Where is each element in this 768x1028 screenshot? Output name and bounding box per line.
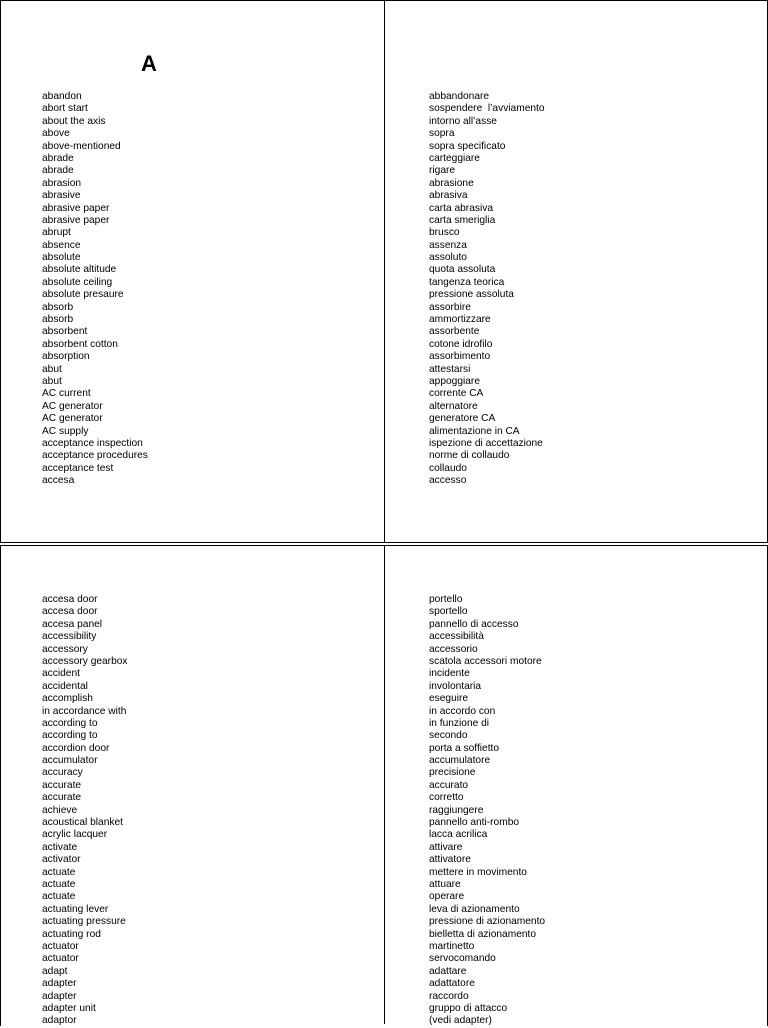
italian-translation: secondo (429, 730, 468, 742)
italian-translation: ammortizzare (429, 314, 491, 326)
english-term: abrade (42, 152, 74, 164)
english-term: abort start (42, 103, 88, 115)
english-term: abrasive paper (42, 202, 110, 214)
english-term: abrade (42, 165, 74, 177)
english-term: accurate (42, 792, 82, 804)
italian-translation: accumulatore (429, 755, 491, 767)
english-term: AC supply (42, 425, 89, 437)
italian-translation: assorbire (429, 301, 471, 313)
italian-translation: rigare (429, 165, 456, 177)
english-term: accessory gearbox (42, 655, 128, 667)
italian-translation: carta smeriglia (429, 214, 496, 226)
english-term: achieve (42, 804, 78, 816)
english-term: accurate (42, 779, 82, 791)
italian-translation: attuare (429, 878, 461, 890)
glossary-page-bottom (0, 545, 768, 1027)
italian-translation: sopra specificato (429, 140, 506, 152)
english-term: absorb (42, 301, 74, 313)
italian-translation: raccordo (429, 990, 469, 1002)
italian-translation: assorbente (429, 326, 480, 338)
english-term: absorption (42, 351, 90, 363)
english-term: AC generator (42, 413, 103, 425)
english-term: actuate (42, 878, 76, 890)
italian-translation: abrasiva (429, 190, 468, 202)
italian-translation: precisione (429, 767, 476, 779)
english-term: abrupt (42, 227, 71, 239)
italian-translation: portello (429, 594, 463, 605)
english-term: actuating lever (42, 903, 109, 915)
english-term: above (42, 128, 70, 140)
italian-translation: pannello anti-rombo (429, 817, 520, 829)
english-term: accesa panel (42, 618, 103, 630)
english-term: acoustical blanket (42, 817, 123, 829)
italian-translation: mettere in movimento (429, 866, 527, 878)
english-term: accessory (42, 643, 88, 655)
english-term: adapt (42, 965, 68, 977)
english-term: actuator (42, 940, 79, 952)
italian-translation: pressione assoluta (429, 289, 514, 301)
italian-translation: carta abrasiva (429, 202, 493, 214)
italian-translation: quota assoluta (429, 264, 496, 276)
italian-translation: accessorio (429, 643, 478, 655)
italian-translation: abrasione (429, 177, 474, 189)
english-term: activator (42, 854, 81, 866)
italian-translation: operare (429, 891, 465, 903)
italian-translation: adattare (429, 965, 467, 977)
english-term: according to (42, 730, 98, 742)
english-term: actuating pressure (42, 916, 126, 928)
english-term: actuate (42, 866, 76, 878)
english-term: AC current (42, 388, 91, 400)
italian-translation: sportello (429, 606, 468, 618)
italian-translation: alternatore (429, 400, 478, 412)
english-term: absorb (42, 314, 74, 326)
italian-translation: gruppo di attacco (429, 1002, 508, 1014)
italian-translation: adattatore (429, 978, 475, 990)
english-term: adaptor (42, 1015, 77, 1027)
english-term: absolute (42, 252, 81, 264)
english-term: accidental (42, 680, 88, 692)
italian-translation: accesso (429, 475, 467, 487)
italian-translation: porta a soffietto (429, 742, 500, 754)
english-term: acceptance inspection (42, 437, 143, 449)
english-term: acceptance procedures (42, 450, 148, 462)
italian-translation: appoggiare (429, 375, 480, 387)
english-term: accesa door (42, 606, 98, 618)
italian-translations-column (429, 91, 545, 488)
english-terms-column (42, 91, 148, 488)
italian-translation: leva di azionamento (429, 903, 520, 915)
italian-translation: carteggiare (429, 152, 480, 164)
column-divider (384, 0, 385, 543)
english-term: acrylic lacquer (42, 829, 108, 841)
english-term: accordion door (42, 742, 110, 754)
italian-translation: brusco (429, 227, 460, 239)
italian-translation: attestarsi (429, 363, 471, 375)
italian-translation: servocomando (429, 953, 496, 965)
italian-translation: abbandonare (429, 91, 490, 102)
english-term: above-mentioned (42, 140, 121, 152)
italian-translation: lacca acrilica (429, 829, 488, 841)
italian-translation: sospendere l’avviamento (429, 103, 545, 115)
english-term: absolute altitude (42, 264, 117, 276)
english-term: according to (42, 717, 98, 729)
italian-translation: pannello di accesso (429, 618, 519, 630)
italian-translation: pressione di azionamento (429, 916, 546, 928)
english-term: accesa (42, 475, 75, 487)
italian-translation: accurato (429, 779, 469, 791)
english-term: abut (42, 363, 62, 375)
english-term: abut (42, 375, 62, 387)
section-letter-heading: A (141, 51, 157, 76)
english-term: about the axis (42, 115, 106, 127)
italian-translation: attivatore (429, 854, 471, 866)
english-term: accident (42, 668, 80, 680)
italian-translation: tangenza teorica (429, 276, 505, 288)
italian-translation: assorbimento (429, 351, 491, 363)
column-divider (384, 545, 385, 1024)
english-term: adapter (42, 990, 77, 1002)
english-term: activate (42, 841, 78, 853)
english-term: absorbent (42, 326, 88, 338)
italian-translations-column (429, 594, 545, 1028)
italian-translation: cotone idrofilo (429, 338, 493, 350)
italian-translation: attivare (429, 841, 463, 853)
english-term: in accordance with (42, 705, 127, 717)
italian-translation: intorno all’asse (429, 115, 497, 127)
english-term: accessibility (42, 631, 97, 643)
italian-translation: involontaria (429, 680, 482, 692)
italian-translation: collaudo (429, 462, 467, 474)
italian-translation: in accordo con (429, 705, 496, 717)
english-term: abandon (42, 91, 82, 102)
english-term: accesa door (42, 594, 98, 605)
italian-translation: eseguire (429, 693, 469, 705)
italian-translation: (vedi adapter) (429, 1015, 492, 1027)
english-term: absolute presaure (42, 289, 124, 301)
english-term: accomplish (42, 693, 93, 705)
italian-translation: martinetto (429, 940, 475, 952)
english-term: abrasion (42, 177, 82, 189)
italian-translation: bielletta di azionamento (429, 928, 537, 940)
italian-translation: norme di collaudo (429, 450, 510, 462)
english-term: acceptance test (42, 462, 114, 474)
italian-translation: corretto (429, 792, 464, 804)
italian-translation: incidente (429, 668, 470, 680)
english-term: AC generator (42, 400, 103, 412)
italian-translation: raggiungere (429, 804, 484, 816)
english-terms-column (42, 594, 128, 1028)
italian-translation: corrente CA (429, 388, 484, 400)
english-term: adapter (42, 978, 77, 990)
english-term: absence (42, 239, 81, 251)
english-term: accumulator (42, 755, 98, 767)
english-term: absolute ceiling (42, 276, 113, 288)
italian-translation: alimentazione in CA (429, 425, 520, 437)
italian-translation: scatola accessori motore (429, 655, 542, 667)
english-term: actuating rod (42, 928, 101, 940)
italian-translation: assoluto (429, 252, 467, 264)
italian-translation: generatore CA (429, 413, 496, 425)
english-term: actuator (42, 953, 79, 965)
english-term: abrasive (42, 190, 81, 202)
italian-translation: assenza (429, 239, 467, 251)
italian-translation: ispezione di accettazione (429, 437, 543, 449)
italian-translation: sopra (429, 128, 455, 140)
english-term: actuate (42, 891, 76, 903)
italian-translation: in funzione di (429, 717, 490, 729)
english-term: abrasive paper (42, 214, 110, 226)
english-term: absorbent cotton (42, 338, 118, 350)
english-term: adapter unit (42, 1002, 96, 1014)
english-term: accuracy (42, 767, 83, 779)
italian-translation: accessibilità (429, 631, 484, 643)
